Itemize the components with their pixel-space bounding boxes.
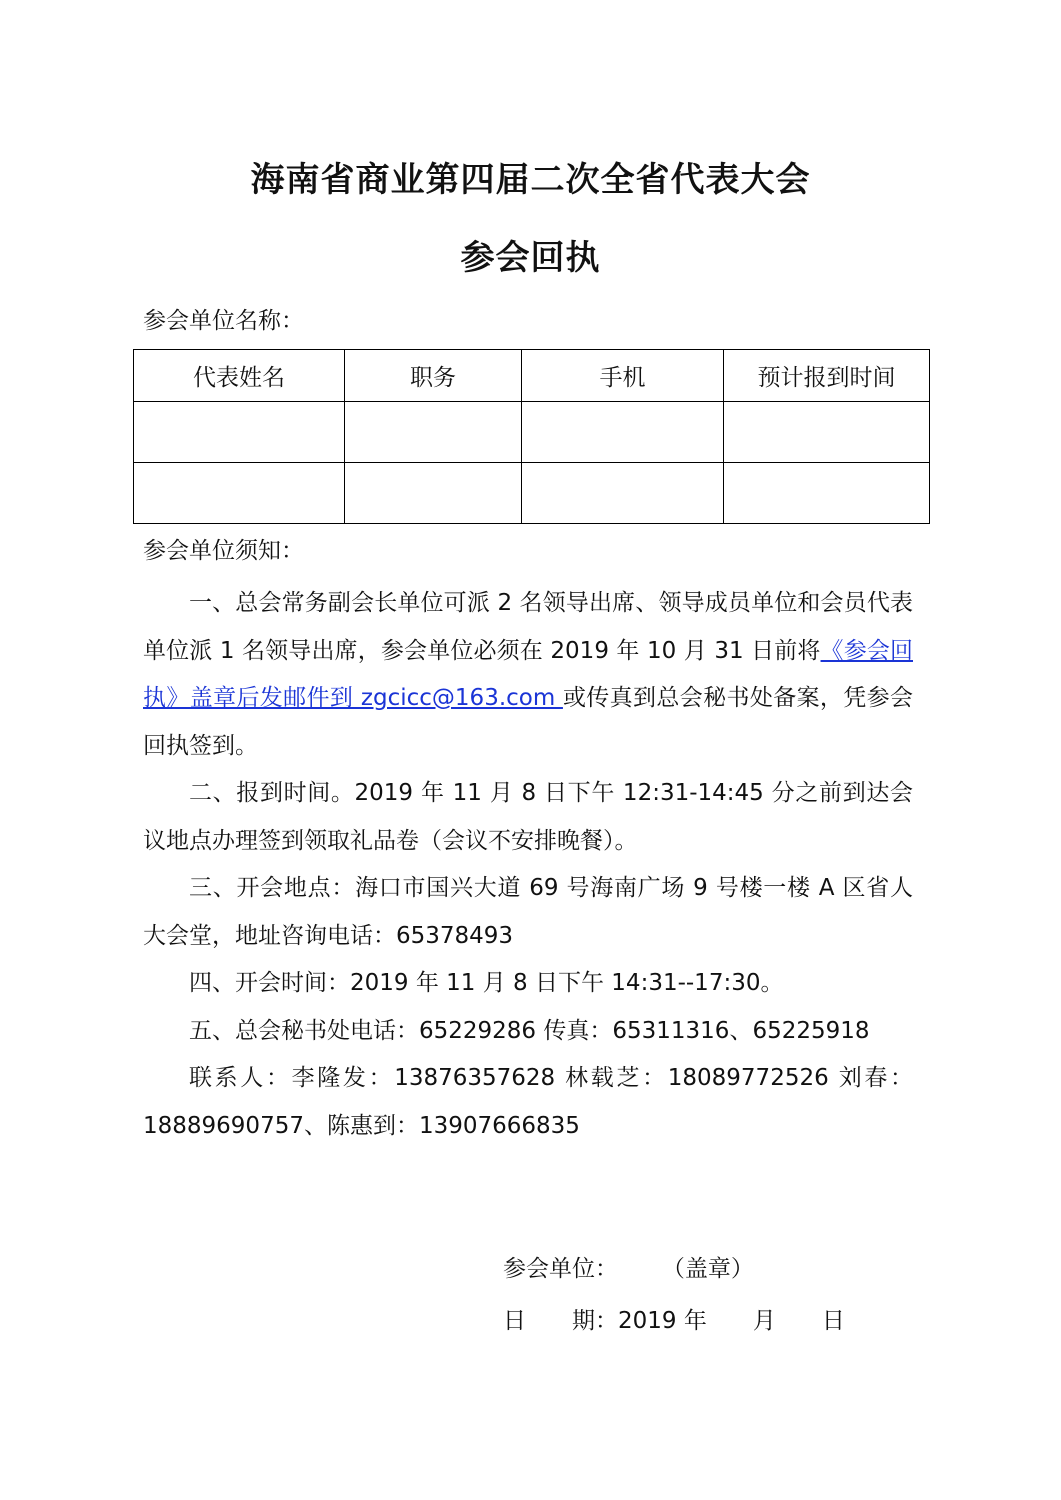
document-title: 海南省商业第四届二次全省代表大会 <box>250 160 811 200</box>
table-cell[interactable] <box>345 463 522 524</box>
header-representative-name: 代表姓名 <box>134 350 345 402</box>
contacts: 联系人：李隆发：13876357628 林载芝：18089772526 刘春：18889690757、陈惠到：13907666835 <box>143 1065 913 1139</box>
table-cell[interactable] <box>522 402 724 463</box>
document-subtitle: 参会回执 <box>460 238 601 278</box>
notice-item-5: 五、总会秘书处电话：65229286 传真：65311316、65225918 <box>189 1017 870 1044</box>
table-row <box>134 402 930 463</box>
email-link[interactable]: 《参会回执》盖章后发邮件到 zgcicc@163.com <box>143 637 913 711</box>
notice-item-4: 四、开会时间：2019 年 11 月 8 日下午 14:31--17:30。 <box>189 970 784 996</box>
unit-name-label: 参会单位名称： <box>143 308 304 334</box>
registration-table <box>133 349 930 524</box>
signature-unit-label: 参会单位： <box>503 1256 618 1282</box>
notice-item-1-text: 一、总会常务副会长单位可派 2 名领导出席、领导成员单位和会员代表单位派 1 名领导出席，参会单位必须在 2019 年 10 月 31 日前将 <box>143 590 913 664</box>
table-cell[interactable] <box>724 402 930 463</box>
header-mobile: 手机 <box>522 350 724 402</box>
table-row <box>134 463 930 524</box>
table-cell[interactable] <box>345 402 522 463</box>
table-header-row <box>134 350 930 402</box>
notice-item-1 <box>143 580 913 770</box>
stamp-label: （盖章） <box>661 1256 754 1282</box>
notice-body <box>143 580 913 1150</box>
table-cell[interactable] <box>724 463 930 524</box>
table-cell[interactable] <box>134 402 345 463</box>
header-position: 职务 <box>345 350 522 402</box>
table-cell[interactable] <box>134 463 345 524</box>
signature-unit <box>503 1254 754 1284</box>
notice-item-3: 三、开会地点：海口市国兴大道 69 号海南广场 9 号楼一楼 A 区省人大会堂，地址咨询电话：65378493 <box>143 875 913 949</box>
table-cell[interactable] <box>522 463 724 524</box>
notice-item-2: 二、报到时间。2019 年 11 月 8 日下午 12:31-14:45 分之前到达会议地点办理签到领取礼品卷（会议不安排晚餐）。 <box>143 780 913 854</box>
notice-heading: 参会单位须知： <box>143 538 304 564</box>
header-arrival-time: 预计报到时间 <box>724 350 930 402</box>
notice-item-1-tail: 或传真到总会秘书处备案，凭参会回执签到。 <box>143 685 913 759</box>
signature-date: 日 期：2019 年 月 日 <box>503 1308 845 1334</box>
